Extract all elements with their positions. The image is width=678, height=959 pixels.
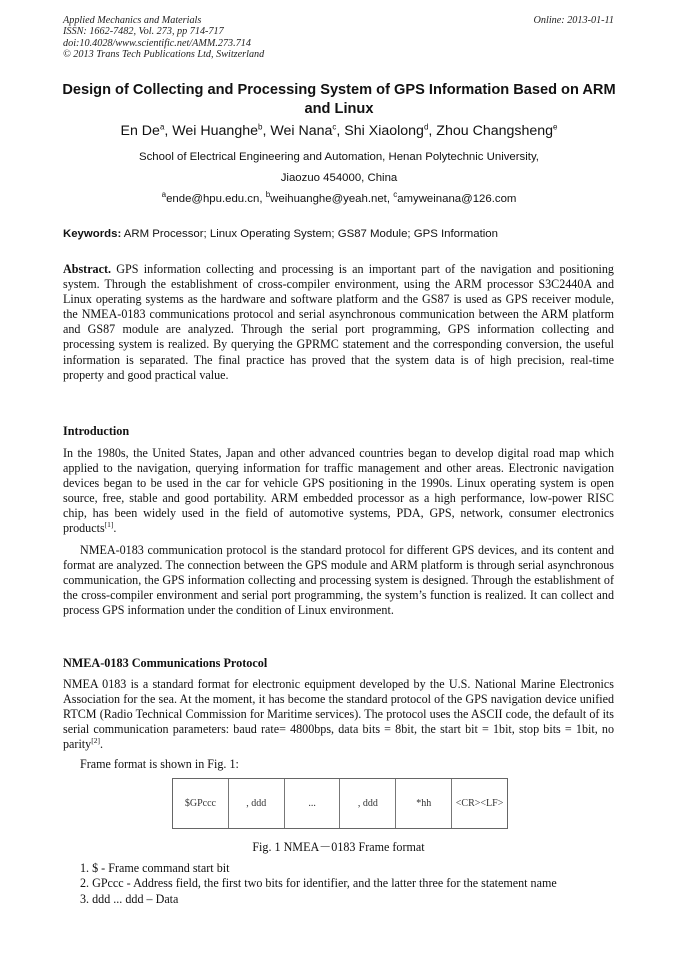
keywords-text: ARM Processor; Linux Operating System; GS87 Module; GPS Information <box>123 228 498 240</box>
nmea-heading: NMEA-0183 Communications Protocol <box>63 656 268 670</box>
author-name: Wei Huanghe <box>172 123 258 139</box>
author-sup: d <box>423 122 429 132</box>
email-list: $^a$ende@hpu.edu.cn, $^b$weihuanghe@yeah.net, $^c$amyweinana@126.com <box>161 190 517 205</box>
frame-format-figure <box>172 778 508 829</box>
journal-header <box>63 15 264 61</box>
email-sup: a <box>161 190 167 200</box>
author-sup: b <box>258 122 263 132</box>
list-item: 3. ddd ... ddd – Data <box>80 891 179 906</box>
keywords-label: Keywords: <box>63 228 122 240</box>
journal-name: Applied Mechanics and Materials <box>63 15 202 26</box>
frame-cell: *hh <box>396 779 452 828</box>
author-name: Wei Nana <box>270 123 333 139</box>
issn-line: ISSN: 1662-7482, Vol. 273, pp 714-717 <box>63 26 224 38</box>
abstract-paragraph <box>63 262 614 383</box>
affiliation-line-2: Jiaozuo 454000, China <box>280 172 398 184</box>
nmea-text-1-end: . <box>99 737 103 752</box>
frame-cell: ... <box>285 779 341 828</box>
author-list: En De$^a$, Wei Huanghe$^b$, Wei Nana$^c$, Shi Xiaolong$^d$, Zhou Changsheng$^e$ <box>120 122 558 139</box>
author-sup: e <box>553 122 558 132</box>
keywords-line <box>63 228 498 240</box>
frame-cell: , ddd <box>229 779 285 828</box>
affiliation-line-1: School of Electrical Engineering and Automation, Henan Polytechnic University, <box>139 151 539 163</box>
intro-text-1-end: . <box>113 521 117 536</box>
copyright-line: © 2013 Trans Tech Publications Ltd, Switzerland <box>63 49 265 61</box>
intro-text-1: In the 1980s, the United States, Japan and other advanced countries began to develop digital road map which applied to the navigation, querying information for traffic management and other areas. Electronic navigation devices began to be used in the car for vehicle GPS positioning in the 1990s. Linux operating system is open source, free, stable and good portability. ARM embedded processor as a high performance, low-power RISC chip, has been widely used in the field of automotive systems, PDA, GPS, network, consumer electronics products <box>63 446 614 536</box>
online-date: Online: 2013-01-11 <box>533 15 614 26</box>
email-link[interactable]: weihuanghe@yeah.net <box>270 193 387 205</box>
email-sup: c <box>393 190 398 200</box>
doi-line: doi:10.4028/www.scientific.net/AMM.273.714 <box>63 37 251 49</box>
intro-paragraph-2: NMEA-0183 communication protocol is the standard protocol for different GPS devices, and its content and format are analyzed. The connection between the GPS module and ARM platform is through serial asynchronous communication, the GPS information collecting and processing system is designed. Through the establishment of the cross-compiler environment and serial port programming, the system’s function is realized. It can collect and process GPS information under the condition of Linux environment. <box>63 543 614 618</box>
nmea-paragraph-2: Frame format is shown in Fig. 1: <box>80 757 239 771</box>
citation-ref[interactable]: [1] <box>104 520 114 530</box>
email-link[interactable]: amyweinana@126.com <box>397 193 517 205</box>
list-item: 1. $ - Frame command start bit <box>80 861 230 875</box>
author-name: Zhou Changsheng <box>436 123 554 139</box>
abstract-text: GPS information collecting and processing is an important part of the navigation and positioning system. Through the establishment of cross-compiler environment, using the ARM processor S3C2440A and Linux operating systems as the hardware and software platform and the GS87 is used as GPS receiver module, the NMEA-0183 communications protocol and serial asynchronous communication between the ARM platform and GS87 module are analyzed. Through the serial port programming, GPS information collecting and processing system is realized. By querying the GPRMC statement and the corresponding conversion, the useful information is separated. The final practice has proved that the system data is of high precision, real-time property and good practical value. <box>63 262 614 382</box>
email-sup: b <box>265 190 271 200</box>
author-sup: a <box>159 122 165 132</box>
citation-ref[interactable]: [2] <box>91 736 100 746</box>
frame-cell: <CR><LF> <box>455 798 504 809</box>
frame-definition-list <box>80 861 557 907</box>
nmea-paragraph-1 <box>63 677 614 752</box>
email-link[interactable]: ende@hpu.edu.cn <box>166 193 260 205</box>
nmea-text-1: NMEA 0183 is a standard format for electronic equipment developed by the U.S. National Marine Electronics Association for the sea. At the moment, it has become the standard protocol of the GPS navigation device unified RTCM (Radio Technical Commission for Maritime services). The protocol uses the ASCII code, the default of its serial communication parameters: baud rate= 4800bps, data bits = 8bit, the start bit = 1bit, stop bits = 1bit, no parity <box>63 677 614 752</box>
figure-caption: Fig. 1 NMEA－0183 Frame format <box>252 840 425 854</box>
author-name: Shi Xiaolong <box>344 123 424 139</box>
author-sup: c <box>332 122 337 132</box>
list-item: 2. GPccc - Address field, the first two bits for identifier, and the latter three for the statement name <box>80 876 557 891</box>
frame-cell: , ddd <box>340 779 396 828</box>
author-name: En De <box>120 123 160 139</box>
paper-title: Design of Collecting and Processing System of GPS Information Based on ARM and Linux <box>62 82 616 117</box>
frame-cell: $GPccc <box>173 779 229 828</box>
intro-heading: Introduction <box>63 424 130 438</box>
abstract-label: Abstract. <box>63 262 112 276</box>
intro-paragraph-1 <box>63 446 614 537</box>
